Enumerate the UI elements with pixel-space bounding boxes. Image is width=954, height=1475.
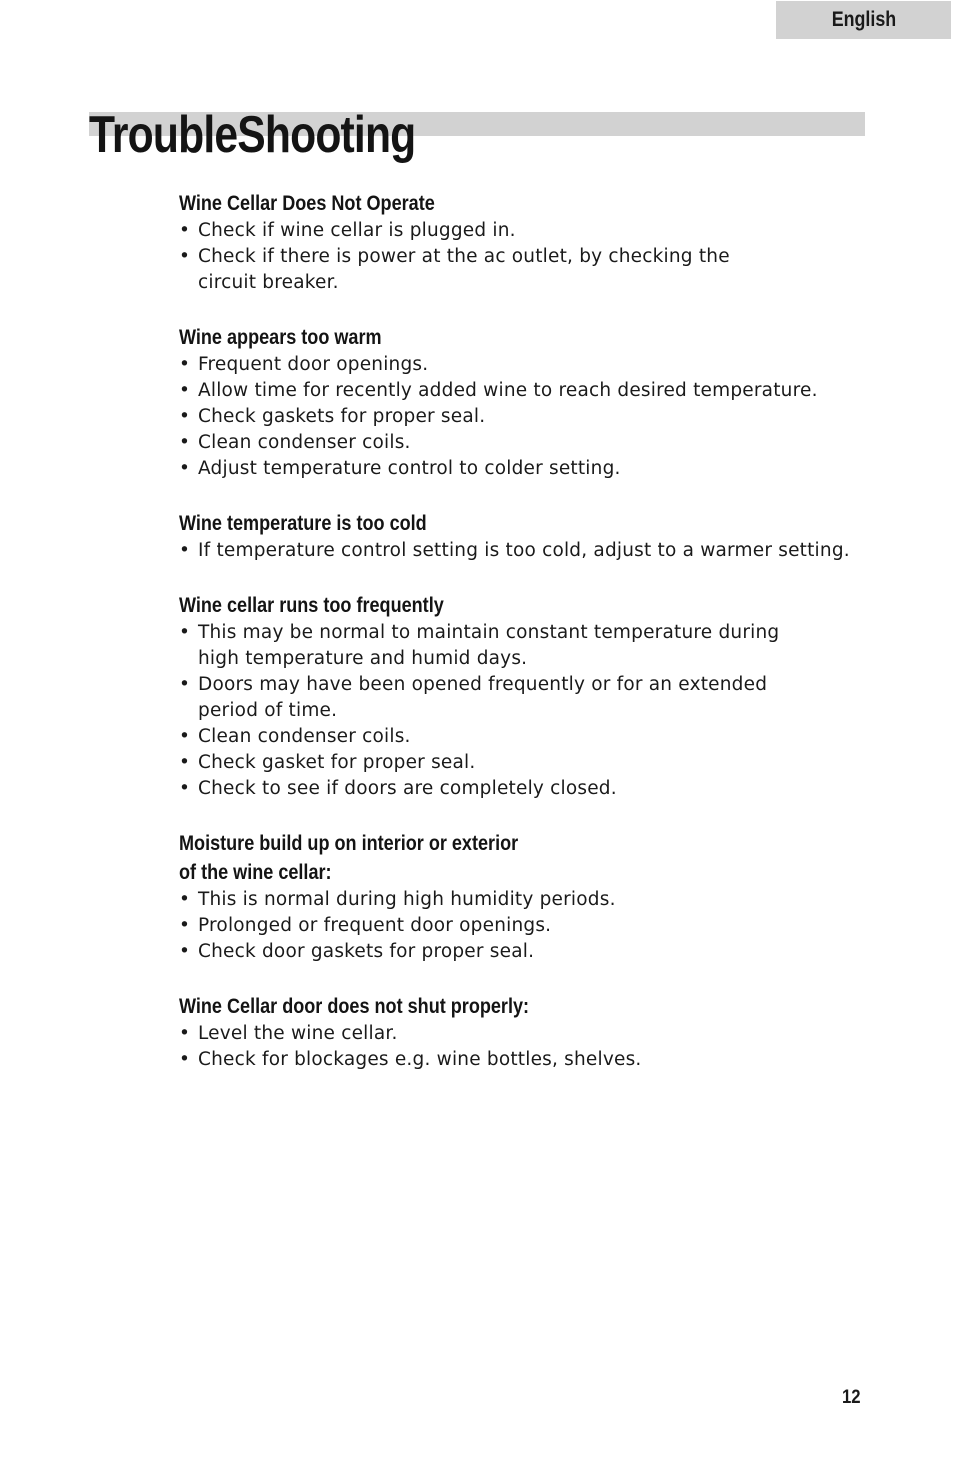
list-item-line: Clean condenser coils. [198, 432, 411, 453]
bullet-list [179, 620, 879, 802]
bullet-icon: • [179, 354, 191, 375]
list-item [179, 672, 879, 724]
list-item [179, 456, 879, 482]
list-item-line: Check gaskets for proper seal. [198, 406, 486, 427]
list-item-line: Check to see if doors are completely closed. [198, 778, 617, 799]
list-item [179, 404, 879, 430]
bullet-list [179, 218, 879, 296]
list-item-line: Allow time for recently added wine to reach desired temperature. [198, 380, 818, 401]
list-item [179, 939, 879, 965]
section-heading-line: Wine cellar runs too frequently [179, 594, 444, 617]
bullet-icon: • [179, 778, 191, 799]
section-heading [179, 591, 781, 620]
list-item [179, 913, 879, 939]
list-item-line: Adjust temperature control to colder setting. [198, 458, 621, 479]
section-heading [179, 829, 781, 887]
bullet-icon: • [179, 752, 191, 773]
list-item-line: Clean condenser coils. [198, 726, 411, 747]
bullet-icon: • [179, 246, 191, 267]
list-item-line: Frequent door openings. [198, 354, 429, 375]
list-item [179, 430, 879, 456]
section-heading-line: of the wine cellar: [179, 861, 332, 884]
list-item-line: Doors may have been opened frequently or for an extended [198, 674, 768, 695]
bullet-icon: • [179, 540, 191, 561]
troubleshooting-section [179, 323, 879, 482]
list-item-line: Check if there is power at the ac outlet, by checking the [198, 246, 730, 267]
page-number: 12 [842, 1387, 861, 1408]
list-item-line: period of time. [198, 700, 338, 721]
bullet-icon: • [179, 458, 191, 479]
list-item-line: This is normal during high humidity periods. [198, 889, 616, 910]
list-item-line: Level the wine cellar. [198, 1023, 398, 1044]
list-item-line: Check for blockages e.g. wine bottles, shelves. [198, 1049, 642, 1070]
page-title: TroubleShooting [89, 106, 416, 164]
troubleshooting-content [179, 189, 879, 1100]
section-heading [179, 992, 781, 1021]
bullet-icon: • [179, 889, 191, 910]
list-item [179, 1021, 879, 1047]
list-item [179, 750, 879, 776]
list-item-line: Check door gaskets for proper seal. [198, 941, 535, 962]
list-item [179, 887, 879, 913]
section-heading-line: Moisture build up on interior or exterior [179, 832, 519, 855]
bullet-icon: • [179, 1049, 191, 1070]
language-label: English [831, 8, 896, 31]
section-heading [179, 509, 781, 538]
section-heading-line: Wine temperature is too cold [179, 512, 427, 535]
list-item-line: Check if wine cellar is plugged in. [198, 220, 516, 241]
bullet-list [179, 1021, 879, 1073]
list-item-line: This may be normal to maintain constant temperature during [198, 622, 780, 643]
bullet-icon: • [179, 406, 191, 427]
bullet-icon: • [179, 726, 191, 747]
list-item-line: circuit breaker. [198, 272, 339, 293]
troubleshooting-section [179, 591, 879, 802]
bullet-icon: • [179, 674, 191, 695]
list-item [179, 244, 879, 296]
bullet-icon: • [179, 432, 191, 453]
section-heading [179, 323, 781, 352]
list-item [179, 352, 879, 378]
language-tab [776, 1, 951, 39]
bullet-list [179, 352, 879, 482]
bullet-icon: • [179, 380, 191, 401]
list-item [179, 724, 879, 750]
bullet-icon: • [179, 915, 191, 936]
troubleshooting-section [179, 829, 879, 965]
troubleshooting-section [179, 189, 879, 296]
section-heading [179, 189, 781, 218]
bullet-icon: • [179, 220, 191, 241]
list-item-line: Check gasket for proper seal. [198, 752, 476, 773]
list-item [179, 218, 879, 244]
list-item [179, 776, 879, 802]
list-item [179, 538, 879, 564]
bullet-list [179, 538, 879, 564]
list-item [179, 620, 879, 672]
list-item [179, 378, 879, 404]
list-item-line: high temperature and humid days. [198, 648, 528, 669]
section-heading-line: Wine Cellar door does not shut properly: [179, 995, 530, 1018]
bullet-icon: • [179, 1023, 191, 1044]
bullet-icon: • [179, 941, 191, 962]
troubleshooting-section [179, 992, 879, 1073]
bullet-icon: • [179, 622, 191, 643]
section-heading-line: Wine appears too warm [179, 326, 382, 349]
section-heading-line: Wine Cellar Does Not Operate [179, 192, 435, 215]
bullet-list [179, 887, 879, 965]
list-item-line: Prolonged or frequent door openings. [198, 915, 552, 936]
list-item-line: If temperature control setting is too cold, adjust to a warmer setting. [198, 540, 850, 561]
troubleshooting-section [179, 509, 879, 564]
list-item [179, 1047, 879, 1073]
